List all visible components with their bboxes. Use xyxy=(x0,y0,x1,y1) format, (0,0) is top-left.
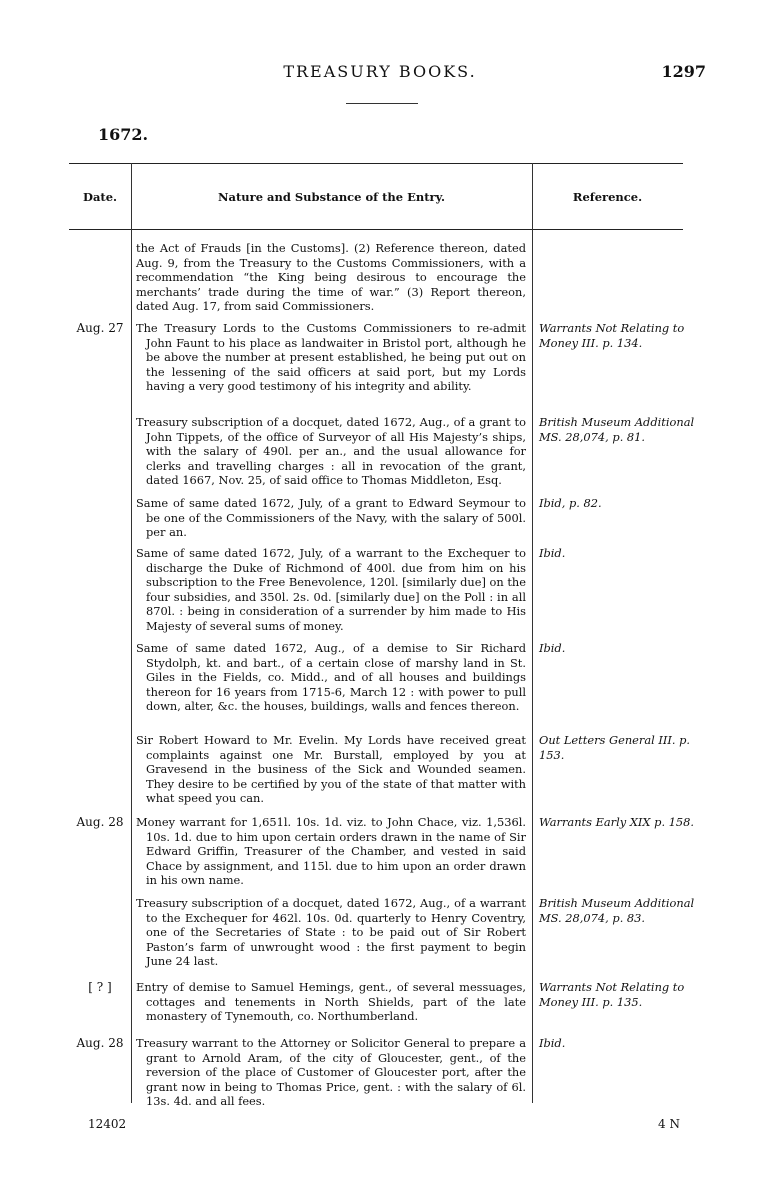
table-top-rule xyxy=(69,163,683,164)
entry-reference: Warrants Not Relating to Money III. p. 134. xyxy=(539,321,685,350)
entry-text: Same of same dated 1672, July, of a warrant to the Exchequer to discharge the Duke of Richmond of 400l. due from him on his subscription to the Free Benevolence, 120l. [similarly due] on the four subsidies, and 350l. 2s. 0d. [similarly due] on the Poll : in all 870l. : being in consideration of a surrender by him made to His Majesty of several sums of money. xyxy=(136,546,526,633)
entry-text: Treasury warrant to the Attorney or Solicitor General to prepare a grant to Arnold Aram, of the city of Gloucester, gent., of the reversion of the place of Customer of Gloucester port, after the grant now in being to Thomas Price, gent. : with the salary of 6l. 13s. 4d. and all fees. xyxy=(136,1036,526,1109)
entry-reference: Warrants Not Relating to Money III. p. 135. xyxy=(539,980,685,1009)
entry-text: The Treasury Lords to the Customs Commissioners to re-admit John Faunt to his place as landwaiter in Bristol port, although he be above the number at present established, he being put out on the lessening of the said officers at said port, but my Lords having a very good testimony of his integrity and ability. xyxy=(136,321,526,394)
page-number: 1297 xyxy=(661,62,706,81)
column-header-nature: Nature and Substance of the Entry. xyxy=(218,190,445,204)
column-header-date: Date. xyxy=(82,190,118,204)
entry-text: Same of same dated 1672, July, of a grant to Edward Seymour to be one of the Commissioners of the Navy, with the salary of 500l. per an. xyxy=(136,496,526,540)
entry-reference: Ibid. xyxy=(539,641,566,655)
entry-text: Treasury subscription of a docquet, dated 1672, Aug., of a warrant to the Exchequer for 462l. 10s. 0d. quarterly to Henry Coventry, one of the Secretaries of State : to be paid out of Sir Robert Paston’s farm of unwrought wood : the first payment to begin June 24 last. xyxy=(136,896,526,969)
header-rule xyxy=(346,103,418,104)
column-divider-reference xyxy=(532,163,533,1103)
column-header-reference: Reference. xyxy=(572,190,643,204)
entry-reference: Ibid. xyxy=(539,546,566,560)
entry-text: Treasury subscription of a docquet, dated 1672, Aug., of a grant to John Tippets, of the office of Surveyor of all His Majesty’s ships, with the salary of 490l. per an., and the usual allowance for clerks and travelling charges : all in revocation of the grant, dated 1667, Nov. 25, of said office to Thomas Middleton, Esq. xyxy=(136,415,526,488)
entry-reference: Warrants Early XIX p. 158. xyxy=(539,815,695,829)
table-header-rule xyxy=(69,229,683,230)
sheet-mark: 4 N xyxy=(658,1117,680,1131)
entry-reference: Ibid, p. 82. xyxy=(539,496,602,510)
entry-date: Aug. 28 xyxy=(76,1036,124,1050)
entry-date: [ ? ] xyxy=(88,980,112,994)
running-title: TREASURY BOOKS. xyxy=(283,62,477,81)
column-divider-date xyxy=(131,163,132,1103)
entry-reference: Out Letters General III. p. 153. xyxy=(539,733,691,762)
entry-text: Money warrant for 1,651l. 10s. 1d. viz. to John Chace, viz. 1,536l. 10s. 1d. due to him upon certain orders drawn in the name of Sir Edward Griffin, Treasurer of the Chamber, and vested in said Chace by assignment, and 115l. due to him upon an order drawn in his own name. xyxy=(136,815,526,888)
entry-date: Aug. 28 xyxy=(76,815,124,829)
entry-text: Sir Robert Howard to Mr. Evelin. My Lords have received great complaints against one Mr. Burstall, employed by you at Gravesend in the business of the Sick and Wounded seamen. They desire to be certified by you of the state of that matter with what speed you can. xyxy=(136,733,526,806)
entry-text: Same of same dated 1672, Aug., of a demise to Sir Richard Stydolph, kt. and bart., of a certain close of marshy land in St. Giles in the Fields, co. Midd., and of all houses and buildings thereon for 16 years from 1715-6, March 12 : with power to pull down, alter, &c. the houses, buildings, walls and fences thereon. xyxy=(136,641,526,714)
running-head xyxy=(0,62,770,82)
entry-reference: Ibid. xyxy=(539,1036,566,1050)
entry-text: Entry of demise to Samuel Hemings, gent., of several messuages, cottages and tenements in North Shields, part of the late monastery of Tynemouth, co. Northumberland. xyxy=(136,980,526,1024)
signature-mark: 12402 xyxy=(88,1117,127,1131)
entry-reference: British Museum Additional MS. 28,074, p. 81. xyxy=(539,415,695,444)
entry-reference: British Museum Additional MS. 28,074, p. 83. xyxy=(539,896,695,925)
entry-date: Aug. 27 xyxy=(76,321,124,335)
year-heading: 1672. xyxy=(98,125,149,144)
entry-text: the Act of Frauds [in the Customs]. (2) Reference thereon, dated Aug. 9, from the Treasury to the Customs Commissioners, with a recommendation “the King being desirous to encourage the merchants’ trade during the time of war.” (3) Report thereon, dated Aug. 17, from said Commissioners. xyxy=(136,241,526,314)
